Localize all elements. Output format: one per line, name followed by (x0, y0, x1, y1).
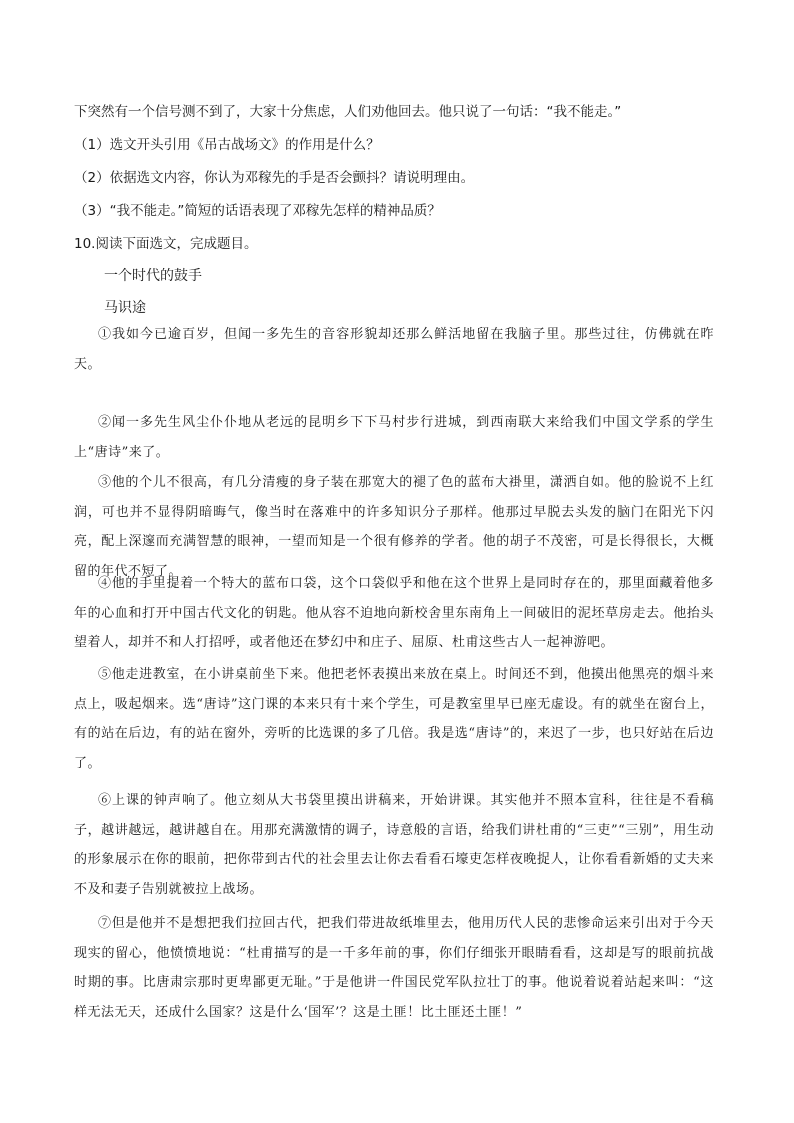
article-author: 马识途 (104, 300, 146, 316)
article-paragraph-1 (74, 320, 714, 379)
paragraph-text: ④他的手里提着一个特大的蓝布口袋，这个口袋似乎和他在这个世界上是同时存在的，那里面藏着他多年的心血和打开中国古代文化的钥匙。他从容不迫地向新校舍里东南角上一间破旧的泥坯草房走去。他抬头望着人，却并不和人打招呼，或者他还在梦幻中和庄子、屈原、杜甫这些古人一起神游吧。 (74, 576, 714, 650)
paragraph-text: ②闻一多先生风尘仆仆地从老远的昆明乡下下马村步行进城，到西南联大来给我们中国文学系的学生上“唐诗”来了。 (74, 415, 714, 460)
question-10-prompt: 10.阅读下面选文，完成题目。 (74, 236, 258, 252)
question-9-1: （1）选文开头引用《吊古战场文》的作用是什么？ (74, 137, 380, 153)
question-9-3: （3）“我不能走。”简短的话语表现了邓稼先怎样的精神品质？ (74, 203, 441, 219)
paragraph-text: ⑥上课的钟声响了。他立刻从大书袋里摸出讲稿来，开始讲课。其实他并不照本宣科，往往是不看稿子，越讲越远，越讲越自在。用那充满激情的调子，诗意般的言语，给我们讲杜甫的“三吏”“三别”，用生动的形象展示在你的眼前，把你带到古代的社会里去让你去看看石壕吏怎样夜晚捉人，让你看看新婚的丈夫来不及和妻子告别就被拉上战场。 (74, 793, 714, 897)
article-title: 一个时代的鼓手 (104, 268, 202, 284)
article-paragraph-2 (74, 408, 714, 467)
question-9-2: （2）依据选文内容，你认为邓稼先的手是否会颤抖？请说明理由。 (74, 170, 475, 186)
article-paragraph-7 (74, 909, 714, 1027)
paragraph-text: ⑦但是他并不是想把我们拉回古代，把我们带进故纸堆里去，他用历代人民的悲惨命运来引出对于今天现实的留心，他愤愤地说：“杜甫描写的是一千多年前的事，你们仔细张开眼睛看看，这却是写的眼前抗战时期的事。比唐肃宗那时更卑鄙更无耻。”于是他讲一件国民党军队拉壮丁的事。他说着说着站起来叫：“这样无法无天，还成什么国家？这是什么‘国军’？这是土匪！比土匪还土匪！” (74, 916, 714, 1020)
previous-passage-last-line: 下突然有一个信号测不到了，大家十分焦虑，人们劝他回去。他只说了一句话：“我不能走。” (74, 104, 622, 120)
article-paragraph-5 (74, 660, 714, 778)
article-paragraph-4 (74, 569, 714, 658)
paragraph-text: ⑤他走进教室，在小讲桌前坐下来。他把老怀表摸出来放在桌上。时间还不到，他摸出他黑亮的烟斗来点上，吸起烟来。选“唐诗”这门课的本来只有十来个学生，可是教室里早已座无虚设。有的就坐在窗台上，有的站在后边，有的站在窗外，旁听的比选课的多了几倍。我是选“唐诗”的，来迟了一步，也只好站在后边了。 (74, 667, 714, 771)
paragraph-text: ③他的个儿不很高，有几分清瘦的身子装在那宽大的褪了色的蓝布大褂里，潇洒自如。他的脸说不上红润，可也并不显得阴暗晦气，像当时在落难中的许多知识分子那样。他那过早脱去头发的脑门在阳光下闪亮，配上深邃而充满智慧的眼神，一望而知是一个很有修养的学者。他的胡子不茂密，可是长得很长，大概留的年代不短了。 (74, 475, 714, 579)
article-paragraph-6 (74, 786, 714, 904)
paragraph-text: ①我如今已逾百岁，但闻一多先生的音容形貌却还那么鲜活地留在我脑子里。那些过往，仿佛就在昨天。 (74, 327, 714, 372)
